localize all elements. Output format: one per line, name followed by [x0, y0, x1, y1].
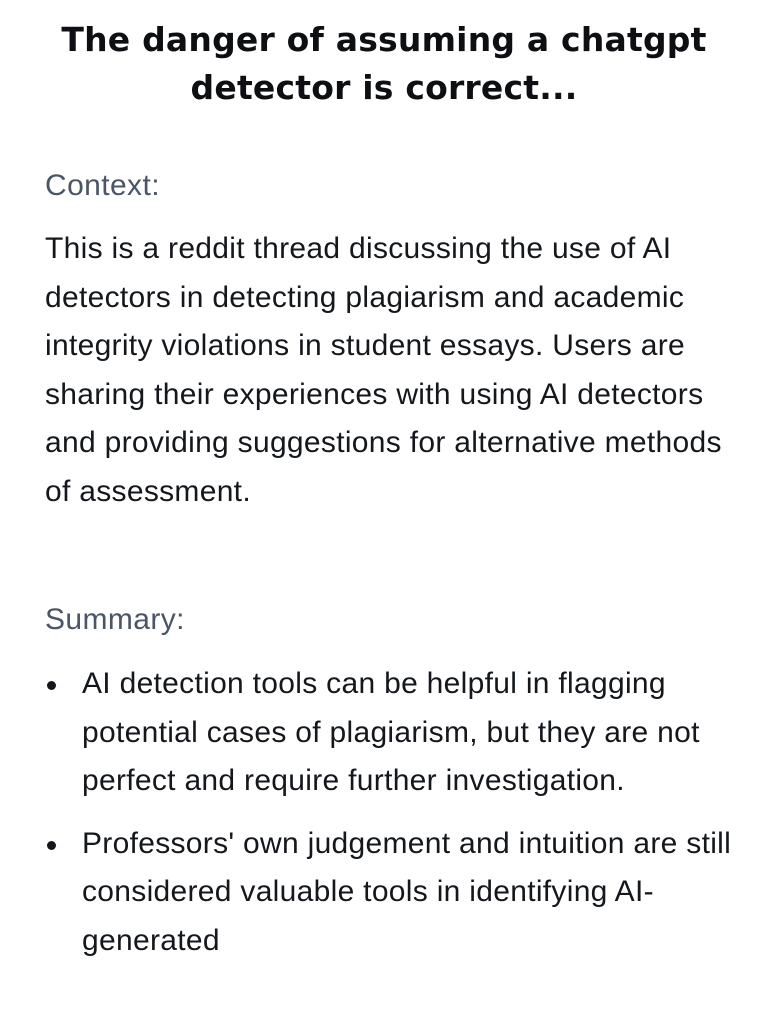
summary-item: [0, 820, 768, 966]
summary-item-text: Professors' own judgement and intuition are still considered valuable tools in identifying AI-generated: [82, 826, 732, 957]
context-label: Context:: [45, 169, 160, 202]
summary-item: [0, 660, 768, 806]
bullet-icon: [47, 841, 56, 850]
summary-item-text: AI detection tools can be helpful in flagging potential cases of plagiarism, but they are not perfect and require further investigation.: [82, 667, 700, 798]
summary-list: [0, 660, 768, 980]
page-title: The danger of assuming a chatgpt detector is correct...: [61, 20, 707, 107]
summary-label: Summary:: [45, 603, 185, 636]
bullet-icon: [47, 681, 56, 690]
context-body: This is a reddit thread discussing the use of AI detectors in detecting plagiarism and academic integrity violations in student essays. Users are sharing their experiences with using AI detectors and providing suggestions for alternative methods of assessment.: [45, 232, 722, 508]
